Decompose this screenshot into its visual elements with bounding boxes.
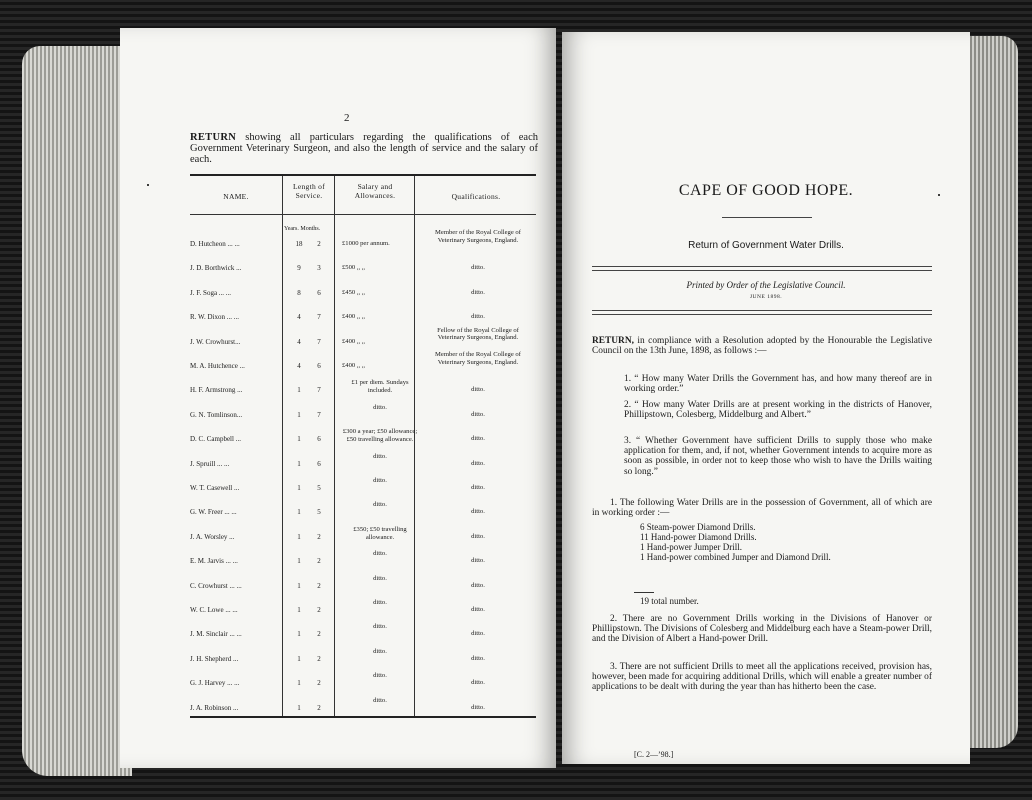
document-title: CAPE OF GOOD HOPE.: [678, 182, 854, 199]
cell-years: 1: [297, 410, 301, 419]
page-edges-left: [22, 46, 132, 776]
cell-months: 2: [317, 630, 321, 639]
cell-name: W. C. Lowe ... ...: [190, 606, 238, 614]
intro-paragraph: [592, 336, 932, 356]
cell-salary: ditto.: [373, 672, 387, 680]
table-row: [190, 427, 536, 451]
cell-name: J. A. Robinson ...: [190, 703, 239, 712]
table-row: [190, 351, 536, 378]
table-row: [190, 549, 536, 573]
cell-name: J. M. Sinclair ... ...: [190, 630, 242, 639]
cell-name: G. J. Harvey ... ...: [190, 679, 240, 688]
surgeons-table: [190, 174, 536, 718]
cell-qualifications: ditto.: [471, 581, 485, 589]
cell-years: 1: [297, 459, 301, 468]
cell-name: W. T. Casewell ...: [190, 484, 240, 492]
cell-name: J. D. Borthwick ...: [190, 264, 242, 273]
cell-years: 18: [295, 240, 303, 248]
cell-months: 7: [317, 386, 321, 395]
cell-name: E. M. Jarvis ... ...: [190, 557, 238, 566]
answer-2: 2. There are no Government Drills working in the Divisions of Hanover or Phillipstown. The Divisions of Colesberg and Middelburg each have a Steam-power Drill, and the Division of Albert a Hand-power Drill.: [592, 614, 932, 645]
cell-salary: £450 ,, ,,: [342, 288, 366, 296]
drill-total: 19 total number.: [640, 596, 699, 606]
cell-name: R. W. Dixon ... ...: [190, 313, 240, 322]
header-rule: [190, 214, 536, 215]
cell-qualifications: ditto.: [471, 288, 485, 296]
double-rule-top: [592, 266, 932, 271]
cell-years: 1: [297, 532, 301, 541]
speck: [147, 184, 149, 186]
question-2: 2. “ How many Water Drills are at present working in the districts of Hanover, Phillipstown, Colesberg, Middelburg and Albert.”: [624, 400, 932, 421]
cell-months: 3: [317, 264, 321, 273]
cell-salary: £500 ,, ,,: [342, 264, 366, 272]
table-row: [190, 647, 536, 671]
drill-item: 6 Steam-power Diamond Drills.: [640, 522, 756, 532]
cell-years: 9: [297, 264, 301, 273]
cell-qualifications: Member of the Royal College of Veterinary Surgeons, England.: [435, 229, 521, 244]
left-page: [120, 28, 556, 768]
cell-years: 1: [297, 484, 301, 492]
page-edges-right: [968, 36, 1018, 748]
cell-qualifications: ditto.: [471, 386, 485, 394]
years-months-label: Years. Months.: [284, 226, 321, 232]
cell-qualifications: ditto.: [471, 459, 485, 467]
intro-text: in compliance with a Resolution adopted by the Honourable the Legislative Council on the 13th June, 1898, as follows :—: [592, 336, 932, 357]
cell-qualifications: ditto.: [471, 557, 485, 565]
cell-months: 2: [317, 654, 321, 663]
open-book: [22, 26, 1012, 786]
cell-months: 2: [317, 606, 321, 614]
cell-salary: £400 ,, ,,: [342, 313, 366, 321]
return-heading: [190, 132, 538, 165]
cell-salary: ditto.: [373, 550, 387, 558]
table-row: [190, 403, 536, 427]
table-row: [190, 622, 536, 646]
cell-years: 1: [297, 703, 301, 712]
cell-name: D. C. Campbell ...: [190, 435, 241, 444]
cell-qualifications: ditto.: [471, 435, 485, 443]
cell-months: 7: [317, 337, 321, 346]
table-row: [190, 452, 536, 476]
cell-years: 1: [297, 557, 301, 566]
page-number: 2: [344, 112, 350, 124]
cell-months: 2: [317, 581, 321, 590]
cell-salary: ditto.: [373, 574, 387, 582]
cell-years: 4: [297, 362, 301, 370]
cell-qualifications: ditto.: [471, 508, 485, 516]
cell-months: 6: [317, 288, 321, 297]
question-3: 3. “ Whether Government have sufficient Drills to supply those who make application for them, and, if not, whether Government intends to acquire more as soon as possible, in order not to keep those who wish to have the Drills waiting so long.”: [624, 436, 932, 477]
cell-years: 4: [297, 313, 301, 322]
cell-salary: ditto.: [373, 696, 387, 704]
cell-qualifications: ditto.: [471, 606, 485, 613]
speck: [938, 194, 940, 196]
cell-qualifications: ditto.: [471, 484, 485, 491]
cell-months: 6: [317, 435, 321, 444]
return-heading-bold: RETURN: [190, 132, 237, 143]
cell-years: 1: [297, 581, 301, 590]
cell-years: 1: [297, 606, 301, 614]
cell-name: J. F. Soga ... ...: [190, 288, 232, 297]
cell-qualifications: Fellow of the Royal College of Veterinary Surgeons, England.: [437, 326, 519, 342]
cell-months: 2: [317, 240, 321, 248]
document-subtitle: Return of Government Water Drills.: [688, 240, 844, 251]
cell-years: 8: [297, 288, 301, 297]
drill-item: 1 Hand-power combined Jumper and Diamond Drill.: [640, 552, 831, 562]
cell-salary: ditto.: [373, 599, 387, 606]
return-heading-text: showing all particulars regarding the qualifications of each Government Veterinary Surgeon, and also the length of service and the salary of each.: [190, 132, 538, 165]
page-footer: [C. 2—’98.]: [634, 750, 674, 759]
cell-qualifications: ditto.: [471, 654, 485, 662]
table-row: [190, 378, 536, 402]
table-row: [190, 598, 536, 622]
table-row: [190, 500, 536, 524]
cell-years: 1: [297, 386, 301, 395]
cell-name: J. H. Shepherd ...: [190, 654, 239, 663]
table-row: [190, 281, 536, 305]
cell-months: 7: [317, 313, 321, 322]
intro-bold: RETURN,: [592, 336, 634, 346]
cell-months: 6: [317, 459, 321, 468]
cell-qualifications: ditto.: [471, 679, 485, 687]
column-header-qualifications: Qualifications.: [451, 192, 501, 201]
cell-salary: £400 ,, ,,: [342, 362, 366, 369]
column-header-salary: Salary and Allowances.: [354, 182, 396, 200]
cell-salary: ditto.: [373, 452, 387, 460]
cell-name: J. W. Crowhurst...: [190, 337, 241, 346]
cell-years: 1: [297, 630, 301, 639]
cell-name: J. Spruill ... ...: [190, 459, 230, 468]
cell-name: C. Crowhurst ... ...: [190, 581, 242, 590]
cell-salary: ditto.: [373, 501, 387, 509]
cell-name: G. N. Tomlinson...: [190, 410, 243, 419]
table-row: [190, 476, 536, 500]
cell-salary: ditto.: [373, 647, 387, 655]
cell-salary: £300 a year; £50 allowance; £50 travelling allowance.: [342, 428, 418, 444]
table-row: [190, 574, 536, 598]
cell-qualifications: ditto.: [471, 264, 485, 272]
column-header-name: NAME.: [223, 192, 249, 201]
right-page: [562, 32, 970, 764]
cell-qualifications: ditto.: [471, 313, 485, 321]
cell-name: J. A. Worsley ...: [190, 532, 235, 541]
cell-name: D. Hutcheon ... ...: [190, 240, 240, 248]
cell-months: 2: [317, 703, 321, 712]
cell-months: 2: [317, 532, 321, 541]
cell-salary: £400 ,, ,,: [342, 337, 366, 345]
answer-3: 3. There are not sufficient Drills to meet all the applications received, provision has, however, been made for acquiring additional Drills, which will enable a greater number of applications to be dealt with during the year than has hitherto been the case.: [592, 662, 932, 693]
cell-salary: ditto.: [373, 477, 387, 484]
drill-item: 11 Hand-power Diamond Drills.: [640, 532, 757, 542]
table-row: [190, 326, 536, 354]
cell-months: 5: [317, 508, 321, 517]
cell-name: G. W. Freer ... ...: [190, 508, 237, 517]
question-1: 1. “ How many Water Drills the Government has, and how many thereof are in working order.”: [624, 374, 932, 395]
table-row: [190, 256, 536, 280]
title-rule: [722, 217, 812, 218]
cell-years: 4: [297, 337, 301, 346]
cell-months: 2: [317, 557, 321, 566]
cell-months: 6: [317, 362, 321, 370]
table-row: [190, 696, 536, 720]
drill-list: [640, 522, 831, 562]
answer-1: 1. The following Water Drills are in the possession of Government, all of which are in working order :—: [592, 498, 932, 519]
cell-months: 5: [317, 484, 321, 492]
cell-salary: £1 per diem. Sundays included.: [351, 379, 409, 395]
date-line: JUNE 1898.: [749, 294, 783, 300]
cell-name: M. A. Hutchence ...: [190, 362, 245, 370]
table-row: [190, 671, 536, 695]
cell-months: 7: [317, 410, 321, 419]
table-row: [190, 305, 536, 329]
cell-qualifications: ditto.: [471, 410, 485, 418]
cell-salary: £350; £50 travelling allowance.: [353, 525, 407, 541]
cell-qualifications: Member of the Royal College of Veterinary Surgeons, England.: [435, 351, 521, 366]
cell-qualifications: ditto.: [471, 630, 485, 638]
cell-months: 2: [317, 679, 321, 688]
total-rule: [634, 592, 654, 593]
cell-salary: £1000 per annum.: [342, 240, 390, 247]
double-rule-bottom: [592, 310, 932, 315]
cell-name: H. F. Armstrong ...: [190, 386, 243, 395]
cell-years: 1: [297, 654, 301, 663]
cell-salary: ditto.: [373, 403, 387, 411]
column-header-service: Length of Service.: [292, 182, 326, 200]
cell-qualifications: ditto.: [471, 703, 485, 711]
cell-years: 1: [297, 679, 301, 688]
drill-item: 1 Hand-power Jumper Drill.: [640, 542, 742, 552]
cell-years: 1: [297, 435, 301, 444]
table-row: [190, 525, 536, 549]
cell-years: 1: [297, 508, 301, 517]
cell-salary: ditto.: [373, 623, 387, 631]
cell-qualifications: ditto.: [471, 532, 485, 540]
printed-by-line: Printed by Order of the Legislative Council.: [686, 280, 846, 290]
